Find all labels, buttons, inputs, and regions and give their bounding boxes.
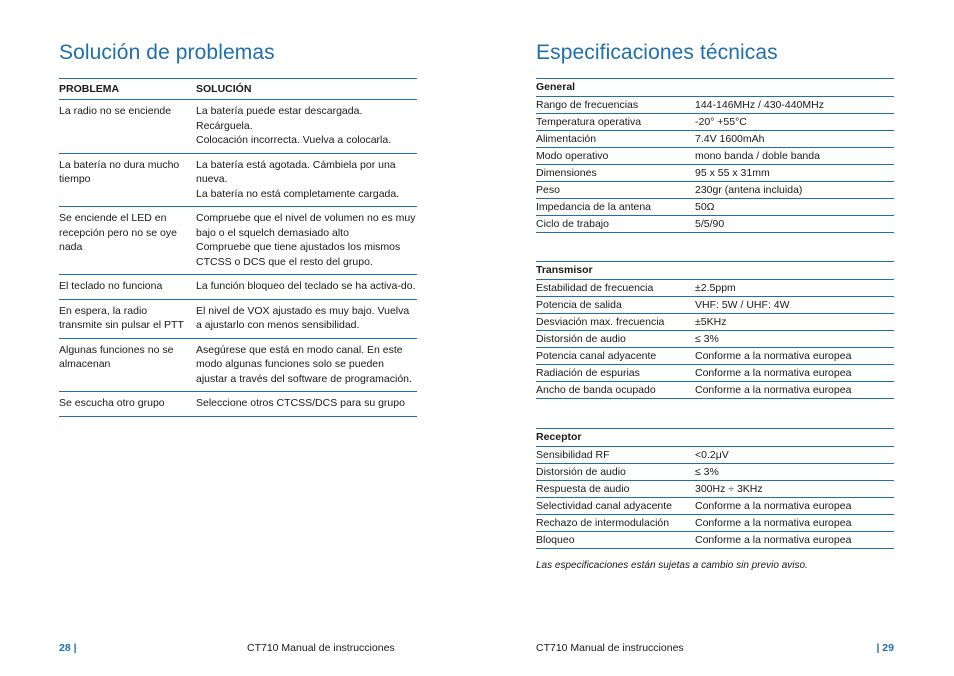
spec-label: Rango de frecuencias xyxy=(536,99,639,111)
solution-line: El nivel de VOX ajustado es muy bajo. Vuelva a ajustarlo con menos sensibilidad. xyxy=(196,304,410,331)
spec-value: 50Ω xyxy=(695,201,715,213)
solution-cell xyxy=(196,275,417,300)
problem-cell: Se escucha otro grupo xyxy=(59,392,196,417)
spec-row xyxy=(536,280,894,297)
page-title: Especificaciones técnicas xyxy=(536,41,778,64)
solution-line: La función bloqueo del teclado se ha activa-do. xyxy=(196,280,416,292)
spec-row xyxy=(536,199,894,216)
spec-label: Sensibilidad RF xyxy=(536,449,610,461)
spec-label: Rechazo de intermodulación xyxy=(536,517,670,529)
spec-row xyxy=(536,348,894,365)
spec-value: ≤ 3% xyxy=(695,333,719,345)
solution-cell xyxy=(196,299,417,338)
spec-label: Bloqueo xyxy=(536,534,575,546)
spec-value: 144-146MHz / 430-440MHz xyxy=(695,99,824,111)
solution-line: La batería puede estar descargada. xyxy=(196,105,363,117)
spec-value: Conforme a la normativa europea xyxy=(695,367,852,379)
spec-row xyxy=(536,148,894,165)
right-page xyxy=(536,0,894,676)
disclaimer-note: Las especificaciones están sujetas a cambio sin previo aviso. xyxy=(536,560,808,571)
spec-value: 230gr (antena incluida) xyxy=(695,184,803,196)
spec-value: <0.2μV xyxy=(695,449,729,461)
spec-label: Potencia de salida xyxy=(536,299,622,311)
spec-row xyxy=(536,365,894,382)
solution-line: Seleccione otros CTCSS/DCS para su grupo xyxy=(196,397,405,409)
problem-cell: El teclado no funciona xyxy=(59,275,196,300)
solution-line: Compruebe que tiene ajustados los mismos CTCSS o DCS que el resto del grupo. xyxy=(196,241,401,268)
problem-header: PROBLEMA xyxy=(59,79,196,100)
table-row xyxy=(59,275,417,300)
spec-label: Desviación max. frecuencia xyxy=(536,316,665,328)
page-title: Solución de problemas xyxy=(59,41,275,64)
spec-value: mono banda / doble banda xyxy=(695,150,820,162)
spec-value: 95 x 55 x 31mm xyxy=(695,167,770,179)
solution-line: Recárguela. xyxy=(196,119,253,132)
table-row xyxy=(59,299,417,338)
spec-row xyxy=(536,532,894,549)
spec-row xyxy=(536,515,894,532)
spec-row xyxy=(536,182,894,199)
solution-cell xyxy=(196,153,417,207)
table-row xyxy=(59,338,417,392)
spec-label: Peso xyxy=(536,184,560,196)
spec-row xyxy=(536,114,894,131)
problem-cell: Algunas funciones no se almacenan xyxy=(59,338,196,392)
solution-cell xyxy=(196,207,417,275)
spec-section-header: Transmisor xyxy=(536,261,894,280)
footer-manual-title: CT710 Manual de instrucciones xyxy=(247,642,395,654)
solution-line: Asegúrese que está en modo canal. En este modo algunas funciones solo se pueden ajustar a través del software de programación. xyxy=(196,343,412,385)
spec-row xyxy=(536,216,894,233)
spec-row xyxy=(536,314,894,331)
spec-label: Temperatura operativa xyxy=(536,116,642,128)
table-row xyxy=(59,392,417,417)
spec-row xyxy=(536,165,894,182)
problem-cell: La batería no dura mucho tiempo xyxy=(59,153,196,207)
spec-value: -20° +55°C xyxy=(695,116,747,128)
spec-label: Ciclo de trabajo xyxy=(536,218,609,230)
spec-label: Estabilidad de frecuencia xyxy=(536,282,654,294)
left-page xyxy=(59,0,417,676)
problem-cell: La radio no se enciende xyxy=(59,100,196,154)
spec-section-header: General xyxy=(536,78,894,97)
spec-label: Respuesta de audio xyxy=(536,483,630,495)
table-row xyxy=(59,100,417,154)
spec-label: Dimensiones xyxy=(536,167,597,179)
spec-label: Potencia canal adyacente xyxy=(536,350,657,362)
solution-header: SOLUCIÓN xyxy=(196,79,417,100)
spec-value: Conforme a la normativa europea xyxy=(695,350,852,362)
spec-row xyxy=(536,481,894,498)
spec-row xyxy=(536,131,894,148)
spec-label: Distorsión de audio xyxy=(536,466,626,478)
spec-value: 7.4V 1600mAh xyxy=(695,133,765,145)
spec-label: Modo operativo xyxy=(536,150,609,162)
solution-line: Colocación incorrecta. Vuelva a colocarla. xyxy=(196,134,392,146)
table-row xyxy=(59,207,417,275)
spec-label: Impedancia de la antena xyxy=(536,201,652,213)
spec-transmisor xyxy=(536,261,894,399)
spec-label: Radiación de espurias xyxy=(536,367,640,379)
problem-cell: Se enciende el LED en recepción pero no se oye nada xyxy=(59,207,196,275)
spec-row xyxy=(536,331,894,348)
troubleshooting-table xyxy=(59,78,417,417)
spec-value: ±5KHz xyxy=(695,316,727,328)
spec-value: ≤ 3% xyxy=(695,466,719,478)
spec-row xyxy=(536,97,894,114)
solution-line: La batería está agotada. Cámbiela por una nueva. xyxy=(196,158,396,185)
spec-row xyxy=(536,382,894,399)
page-number: 28 | xyxy=(59,642,77,654)
spec-receptor xyxy=(536,428,894,549)
solution-line: Compruebe que el nivel de volumen no es muy bajo o el squelch demasiado alto xyxy=(196,212,416,239)
spec-row xyxy=(536,498,894,515)
spec-general xyxy=(536,78,894,233)
spec-value: Conforme a la normativa europea xyxy=(695,517,852,529)
page-number: | 29 xyxy=(876,642,894,654)
solution-cell xyxy=(196,338,417,392)
solution-cell xyxy=(196,100,417,154)
spec-label: Selectividad canal adyacente xyxy=(536,500,673,512)
spec-section-header: Receptor xyxy=(536,428,894,447)
solution-line: La batería no está completamente cargada. xyxy=(196,187,400,200)
solution-cell xyxy=(196,392,417,417)
spec-row xyxy=(536,447,894,464)
spec-label: Distorsión de audio xyxy=(536,333,626,345)
spec-value: ±2.5ppm xyxy=(695,282,736,294)
table-row xyxy=(59,153,417,207)
spec-value: Conforme a la normativa europea xyxy=(695,534,852,546)
spec-label: Alimentación xyxy=(536,133,597,145)
spec-value: Conforme a la normativa europea xyxy=(695,384,852,396)
spec-value: 5/5/90 xyxy=(695,218,725,230)
footer-manual-title: CT710 Manual de instrucciones xyxy=(536,642,684,654)
spec-value: VHF: 5W / UHF: 4W xyxy=(695,299,790,311)
spec-label: Ancho de banda ocupado xyxy=(536,384,656,396)
spec-row xyxy=(536,464,894,481)
spec-row xyxy=(536,297,894,314)
problem-cell: En espera, la radio transmite sin pulsar el PTT xyxy=(59,299,196,338)
spec-value: Conforme a la normativa europea xyxy=(695,500,852,512)
spec-value: 300Hz ÷ 3KHz xyxy=(695,483,763,495)
troubleshooting-body xyxy=(59,100,417,417)
